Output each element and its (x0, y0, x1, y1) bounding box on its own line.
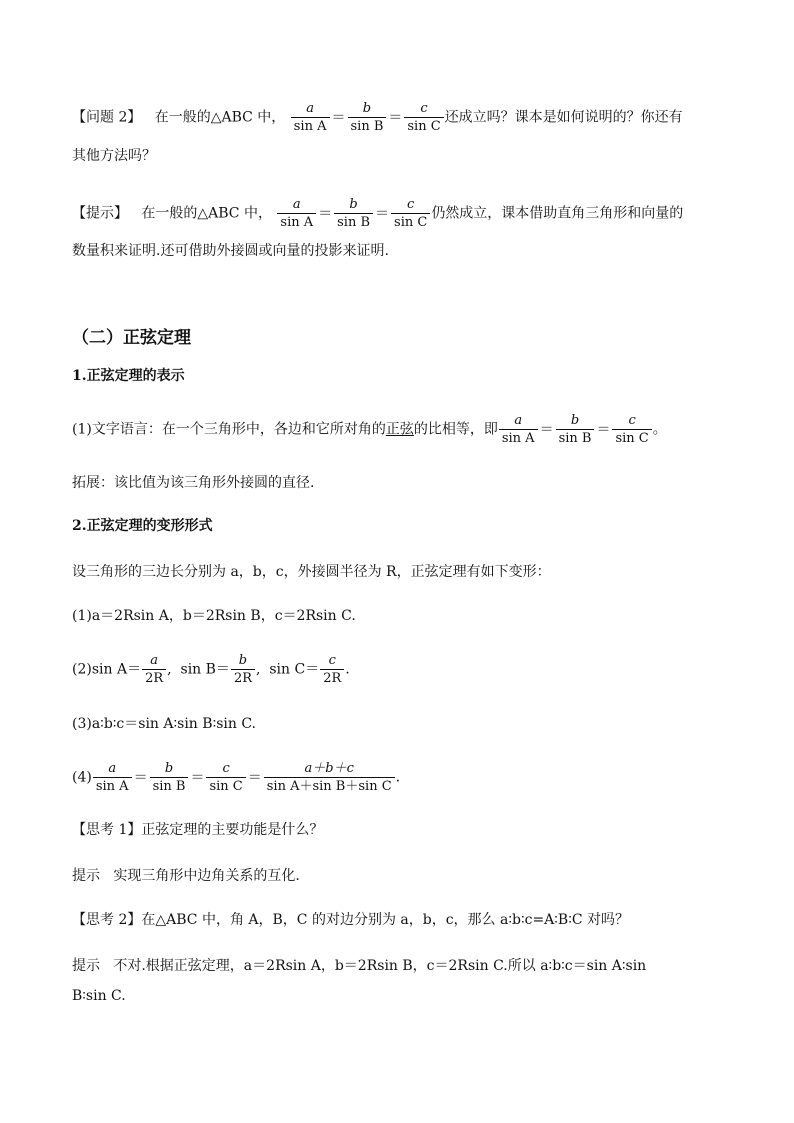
question-2-pre: 在一般的△ABC 中， (154, 109, 286, 126)
frac-a-sinA: $\frac{a}{\text{sin A}}$ (291, 100, 330, 135)
frac-c-sinC: $\frac{c}{\text{sin C}}$ (391, 196, 430, 231)
question-2-post: 还成立吗？课本是如何说明的？你还有 (444, 109, 683, 126)
hint-line2: 数量积来证明.还可借助外接圆或向量的投影来证明. (72, 243, 389, 259)
question-2-line2: 其他方法吗？ (72, 148, 156, 164)
formula-4: (4) $\frac{a}{\text{sin A}}$ ＝ $\frac{b}{\text{sin B}}$ ＝ $\frac{c}{\text{sin C}}$ ＝ $\frac{a+b+c}{\text{sin A＋sin B＋sin C}}$ . (72, 761, 401, 794)
extension-note: 拓展：该比值为该三角形外接圆的直径. (72, 475, 315, 491)
frac-c-sinC: $\frac{c}{\text{sin C}}$ (404, 100, 443, 135)
underlined-sine: 正弦 (385, 421, 414, 438)
sine-law-statement: (1)文字语言：在一个三角形中，各边和它所对角的正弦的比相等，即 $\frac{a}{\text{sin A}}$ ＝ $\frac{b}{\text{sin B}}$ ＝ $\frac{c}{\text{sin C}}$ 。 (72, 413, 667, 446)
formula-2: (2)sin A＝ $\frac{a}{2R}$ , sin B＝ $\frac{b}{2R}$ , sin C＝ $\frac{c}{2R}$ . (72, 653, 350, 686)
frac-c-sinC: $\frac{c}{\text{sin C}}$ (206, 760, 245, 795)
subsection-1-title: 1.正弦定理的表示 (72, 368, 185, 384)
setup-text: 设三角形的三边长分别为 a，b，c，外接圆半径为 R，正弦定理有如下变形： (72, 564, 551, 580)
question-2-label: 【问题 2】 (72, 109, 142, 126)
think-1: 【思考 1】正弦定理的主要功能是什么？ (72, 822, 324, 838)
frac-a-sinA: $\frac{a}{\text{sin A}}$ (93, 760, 132, 795)
think-2-answer-line1: 提示 不对.根据正弦定理，a＝2Rsin A，b＝2Rsin B，c＝2Rsin C.所以 a∶b∶c＝sin A∶sin (72, 958, 647, 974)
frac-sum: $\frac{a+b+c}{\text{sin A＋sin B＋sin C}}$ (264, 760, 395, 795)
hint: 【提示】 在一般的△ABC 中， $\frac{a}{\text{sin A}}$ ＝ $\frac{b}{\text{sin B}}$ ＝ $\frac{c}{\text{sin C}}$ 仍然成立，课本借助直角三角形和向量的 (72, 197, 684, 230)
hint-pre: 在一般的△ABC 中， (141, 205, 272, 222)
think-1-label: 【思考 1】 (72, 822, 142, 838)
frac-b-sinB: $\frac{b}{\text{sin B}}$ (348, 100, 387, 135)
frac-a-sinA: $\frac{a}{\text{sin A}}$ (499, 412, 538, 447)
hint-post: 仍然成立，课本借助直角三角形和向量的 (431, 205, 684, 222)
think-2-answer-line2: B∶sin C. (72, 988, 126, 1004)
think-2-label: 【思考 2】 (72, 912, 142, 928)
frac-c-sinC: $\frac{c}{\text{sin C}}$ (612, 412, 651, 447)
frac-b-sinB: $\frac{b}{\text{sin B}}$ (150, 760, 189, 795)
frac-b-sinB: $\frac{b}{\text{sin B}}$ (556, 412, 595, 447)
think-1-answer: 提示 实现三角形中边角关系的互化. (72, 868, 300, 884)
frac-c-2R: $\frac{c}{2R}$ (320, 652, 344, 687)
section-title: （二）正弦定理 (72, 328, 191, 348)
subsection-2-title: 2.正弦定理的变形形式 (72, 518, 213, 534)
formula-1: (1)a＝2Rsin A，b＝2Rsin B，c＝2Rsin C. (72, 608, 356, 624)
hint-label: 【提示】 (72, 205, 128, 222)
frac-a-2R: $\frac{a}{2R}$ (142, 652, 166, 687)
formula-3: (3)a∶b∶c＝sin A∶sin B∶sin C. (72, 716, 257, 732)
frac-a-sinA: $\frac{a}{\text{sin A}}$ (277, 196, 316, 231)
think-2: 【思考 2】在△ABC 中，角 A，B，C 的对边分别为 a，b，c，那么 a∶b∶c=A∶B∶C 对吗？ (72, 912, 630, 928)
frac-b-sinB: $\frac{b}{\text{sin B}}$ (334, 196, 373, 231)
question-2: 【问题 2】 在一般的△ABC 中， $\frac{a}{\text{sin A}}$ ＝ $\frac{b}{\text{sin B}}$ ＝ $\frac{c}{\text{sin C}}$ 还成立吗？课本是如何说明的？你还有 (72, 101, 683, 134)
frac-b-2R: $\frac{b}{2R}$ (231, 652, 255, 687)
